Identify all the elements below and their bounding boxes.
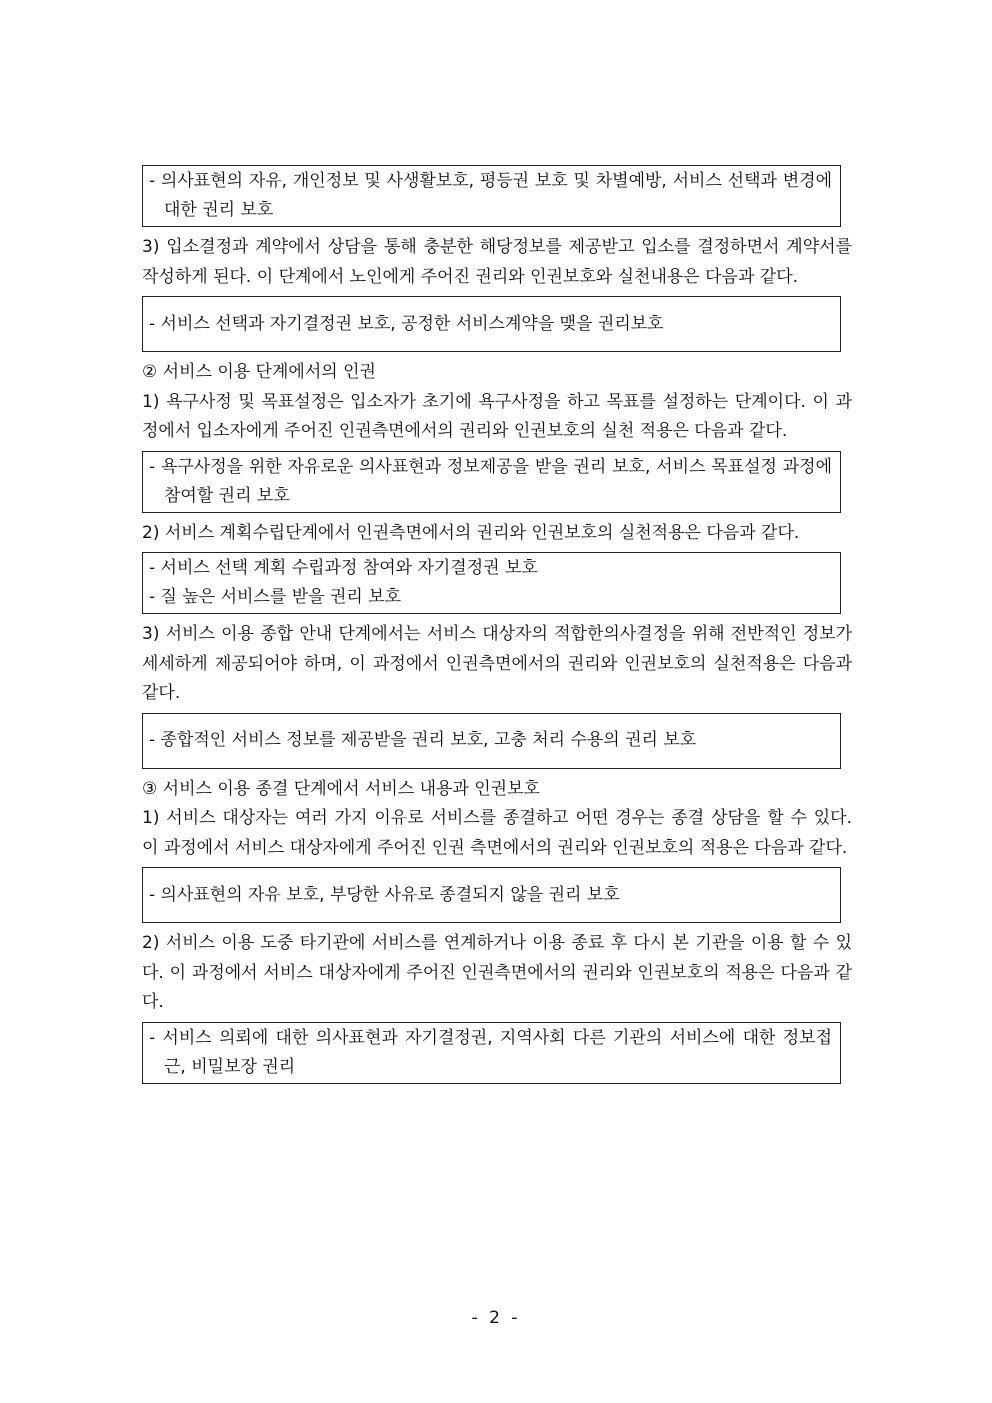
paragraph: 3) 입소결정과 계약에서 상담을 통해 충분한 해당정보를 제공받고 입소를 결정하면서 계약서를 작성하게 된다. 이 단계에서 노인에게 주어진 권리와 인권보호와 실천내용은 다음과 같다.	[142, 237, 852, 287]
rights-box	[142, 867, 841, 923]
rights-box	[142, 165, 841, 227]
paragraph: 3) 서비스 이용 종합 안내 단계에서는 서비스 대상자의 적합한의사결정을 위해 전반적인 정보가 세세하게 제공되어야 하며, 이 과정에서 인권측면에서의 권리와 인권보호의 실천적용은 다음과 같다.	[142, 624, 852, 703]
rights-item: - 의사표현의 자유 보호, 부당한 사유로 종결되지 않을 권리 보호	[149, 884, 620, 905]
rights-box	[142, 713, 841, 769]
document-body	[142, 165, 852, 1090]
rights-box	[142, 552, 841, 614]
rights-box	[142, 1022, 841, 1084]
rights-item: - 욕구사정을 위한 자유로운 의사표현과 정보제공을 받을 권리 보호, 서비스 목표설정 과정에 참여할 권리 보호	[149, 456, 832, 506]
rights-item: - 서비스 의뢰에 대한 의사표현과 자기결정권, 지역사회 다른 기관의 서비스에 대한 정보접근, 비밀보장 권리	[149, 1027, 832, 1077]
rights-item: - 서비스 선택과 자기결정권 보호, 공정한 서비스계약을 맺을 권리보호	[149, 313, 664, 334]
rights-box	[142, 451, 841, 513]
paragraph: 1) 서비스 대상자는 여러 가지 이유로 서비스를 종결하고 어떤 경우는 종결 상담을 할 수 있다. 이 과정에서 서비스 대상자에게 주어진 인권 측면에서의 권리와 인권보호의 적용은 다음과 같다.	[142, 808, 852, 858]
rights-item: - 종합적인 서비스 정보를 제공받을 권리 보호, 고충 처리 수용의 권리 보호	[149, 730, 697, 750]
rights-box	[142, 296, 841, 352]
paragraph: 1) 욕구사정 및 목표설정은 입소자가 초기에 욕구사정을 하고 목표를 설정하는 단계이다. 이 과정에서 입소자에게 주어진 인권측면에서의 권리와 인권보호의 실천 적용은 다음과 같다.	[142, 391, 852, 441]
rights-item: - 질 높은 서비스를 받을 권리 보호	[149, 587, 402, 607]
rights-item: - 의사표현의 자유, 개인정보 및 사생활보호, 평등권 보호 및 차별예방, 서비스 선택과 변경에 대한 권리 보호	[149, 171, 832, 220]
section-heading: ③ 서비스 이용 종결 단계에서 서비스 내용과 인권보호	[142, 778, 540, 799]
section-heading: ② 서비스 이용 단계에서의 인권	[142, 362, 376, 382]
paragraph: 2) 서비스 이용 도중 타기관에 서비스를 연계하거나 이용 종료 후 다시 본 기관을 이용 할 수 있다. 이 과정에서 서비스 대상자에게 주어진 인권측면에서의 권리와 인권보호의 적용은 다음과 같다.	[142, 933, 852, 1012]
paragraph: 2) 서비스 계획수립단계에서 인권측면에서의 권리와 인권보호의 실천적용은 다음과 같다.	[142, 522, 800, 543]
rights-item: - 서비스 선택 계획 수립과정 참여와 자기결정권 보호	[149, 558, 538, 578]
page-number: - 2 -	[471, 1308, 521, 1328]
